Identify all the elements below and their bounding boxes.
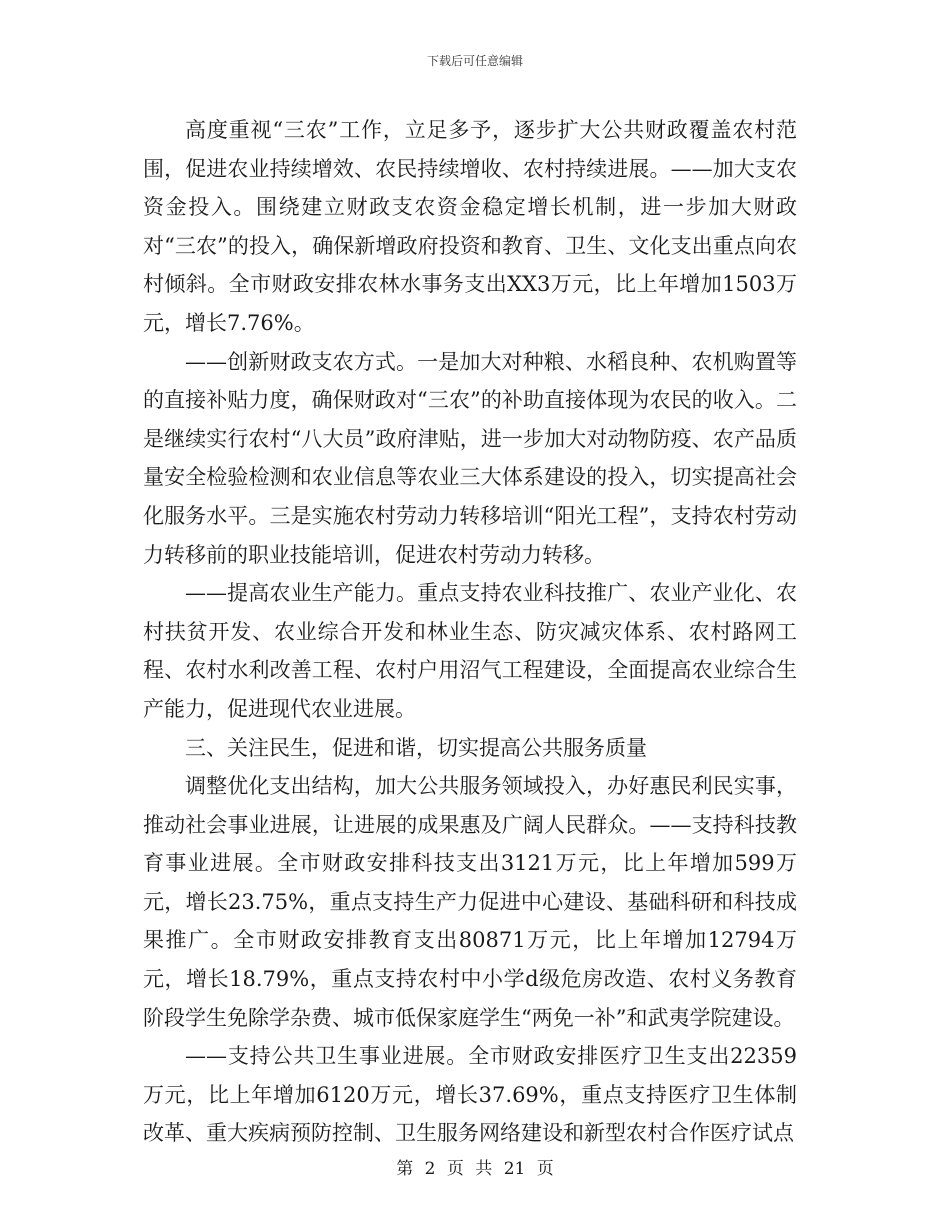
paragraph-2: ——创新财政支农方式。一是加大对种粮、水稻良种、农机购置等的直接补贴力度，确保财政对“三农”的补助直接体现为农民的收入。二是继续实行农村“八大员”政府津贴，进一步加大对动物防疫、农产品质量安全检验检测和农业信息等农业三大体系建设的投入，切实提高社会化服务水平。三是实施农村劳动力转移培训“阳光工程”，支持农村劳动力转移前的职业技能培训，促进农村劳动力转移。 — [143, 349, 797, 567]
section-heading: 三、关注民生，促进和谐，切实提高公共服务质量 — [185, 735, 647, 760]
page-footer: 第 2 页 共 21 页 — [396, 1159, 554, 1179]
paragraph-3: ——提高农业生产能力。重点支持农业科技推广、农业产业化、农村扶贫开发、农业综合开发和林业生态、防灾减灾体系、农村路网工程、农村水利改善工程、农村户用沼气工程建设，全面提高农业综合生产能力，促进现代农业进展。 — [143, 581, 797, 721]
document-body — [143, 111, 797, 1153]
paragraph-4: 调整优化支出结构，加大公共服务领域投入，办好惠民利民实事，推动社会事业进展，让进展的成果惠及广阔人民群众。——支持科技教育事业进展。全市财政安排科技支出3121万元，比上年增加599万元，增长23.75%，重点支持生产力促进中心建设、基础科研和科技成果推广。全市财政安排教育支出80871万元，比上年增加12794万元，增长18.79%，重点支持农村中小学d级危房改造、农村义务教育阶段学生免除学杂费、城市低保家庭学生“两免一补”和武夷学院建设。 — [143, 774, 797, 1030]
paragraph-1: 高度重视“三农”工作，立足多予，逐步扩大公共财政覆盖农村范围，促进农业持续增效、农民持续增收、农村持续进展。——加大支农资金投入。围绕建立财政支农资金稳定增长机制，进一步加大财政对“三农”的投入，确保新增政府投资和教育、卫生、文化支出重点向农村倾斜。全市财政安排农林水事务支出XX3万元，比上年增加1503万元，增长7.76%。 — [143, 118, 797, 335]
paragraph-5: ——支持公共卫生事业进展。全市财政安排医疗卫生支出22359万元，比上年增加6120万元，增长37.69%，重点支持医疗卫生体制改革、重大疾病预防控制、卫生服务网络建设和新型农村合作医疗试点 — [143, 1044, 797, 1146]
page-header: 下载后可任意编辑 — [426, 54, 523, 68]
